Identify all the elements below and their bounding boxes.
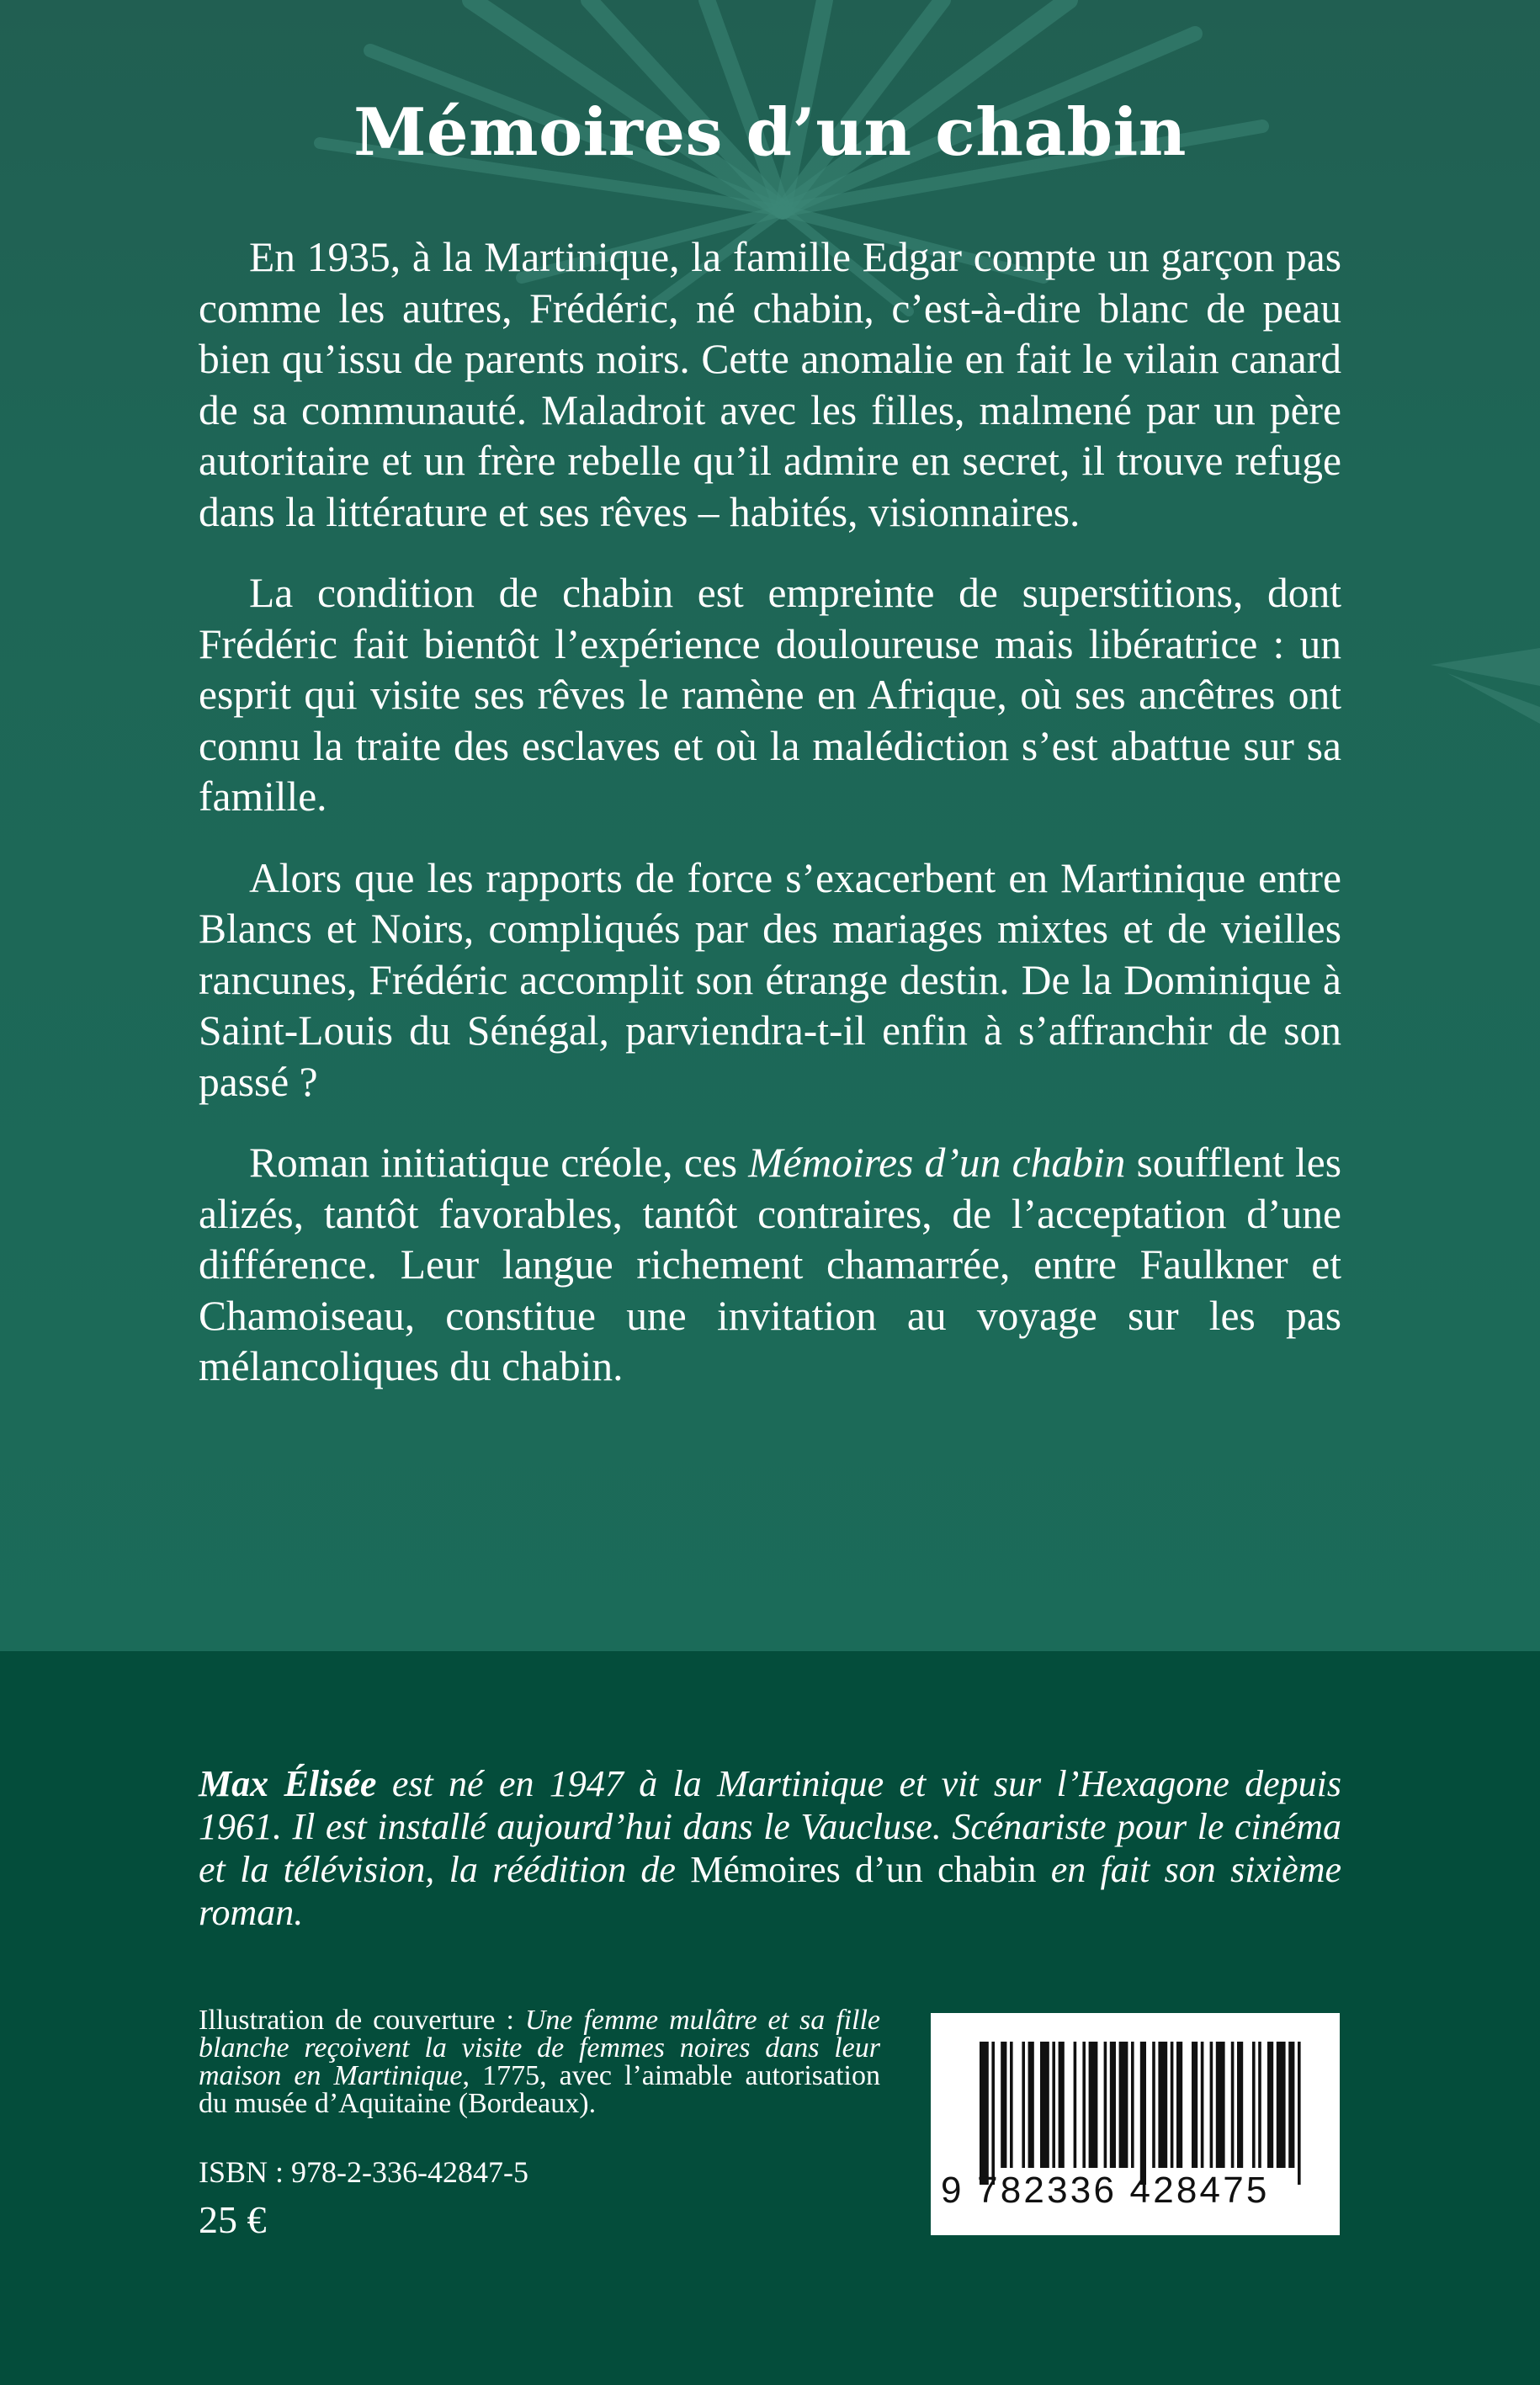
barcode-bar: [1082, 2042, 1086, 2168]
barcode-bar: [1001, 2042, 1006, 2168]
barcode-bar: [1152, 2042, 1155, 2168]
barcode-bar: [1028, 2042, 1034, 2168]
barcode-bar: [1201, 2042, 1204, 2168]
barcode-bar: [1010, 2042, 1013, 2168]
credit-artwork: Une femme mulâtre et sa fille blanche reçoivent la visite de femmes noires dans leur maison en Martinique: [199, 2005, 881, 2091]
synopsis: [199, 232, 1341, 1423]
barcode-bar: [1089, 2042, 1098, 2168]
barcode-bar: [1258, 2042, 1261, 2168]
barcode-bar: [1288, 2042, 1294, 2168]
barcode-bar: [1192, 2042, 1197, 2168]
author-bio: [199, 1762, 1341, 1934]
barcode-bar: [1216, 2042, 1225, 2168]
barcode-bar: [1052, 2042, 1055, 2168]
barcode-bar: [1171, 2042, 1174, 2168]
paragraph-4-end: soufflent les alizés, tantôt favorables, tantôt contraires, de l’acceptation d’une différence. Leur langue richement chamarrée, entre Faulkner et Chamoiseau, constitue une invitation au voyage sur les pas mélancoliques du chabin.: [199, 1139, 1341, 1389]
barcode-bar: [1140, 2042, 1146, 2185]
barcode-digits: 9 782336 428475: [941, 2170, 1270, 2211]
barcode-bar: [1176, 2042, 1182, 2168]
barcode-bar: [1074, 2042, 1077, 2168]
synopsis-paragraph-1: En 1935, à la Martinique, la famille Edgar compte un garçon pas comme les autres, Frédéric, né chabin, c’est-à-dire blanc de peau bien qu’issu de parents noirs. Cette anomalie en fait le vilain canard de sa communauté. Maladroit avec les filles, malmené par un père autoritaire et un frère rebelle qu’il admire en secret, il trouve refuge dans la littérature et ses rêves – habités, visionnaires.: [199, 234, 1341, 535]
barcode-bar: [1059, 2042, 1065, 2168]
barcode-bar: [1277, 2042, 1286, 2168]
barcode-bar: [1210, 2042, 1213, 2168]
illustration-credit: [199, 2006, 880, 2117]
bio-text-1: est né en 1947 à la Martinique et vit sur l’Hexagone depuis 1961. Il est installé aujourd’hui dans le Vaucluse. Scénariste pour le cinéma et la télévision, la réédition de: [199, 1763, 1342, 1890]
barcode-bar: [1298, 2042, 1301, 2185]
synopsis-paragraph-3: Alors que les rapports de force s’exacerbent en Martinique entre Blancs et Noirs, compliqués par des mariages mixtes et de vieilles rancunes, Frédéric accomplit son étrange destin. De la Dominique à Saint-Louis du Sénégal, parviendra-t-il enfin à s’affranchir de son passé ?: [199, 854, 1341, 1105]
barcode-bar: [1252, 2042, 1256, 2168]
barcode-bar: [980, 2042, 989, 2185]
barcode-bar: [1158, 2042, 1167, 2168]
barcode-bar: [1110, 2042, 1116, 2168]
credit-rest: , 1775, avec l’aimable autorisation du musée d’Aquitaine (Bordeaux).: [199, 2060, 880, 2119]
bio-text-2: en fait son sixième roman.: [199, 1849, 1342, 1933]
barcode-bar: [1237, 2042, 1243, 2168]
isbn: ISBN : 978-2-336-42847-5: [199, 2155, 528, 2189]
paragraph-4-start: Roman initiatique créole, ces: [249, 1139, 749, 1186]
synopsis-paragraph-2: La condition de chabin est empreinte de superstitions, dont Frédéric fait bientôt l’expérience douloureuse mais libératrice : un esprit qui visite ses rêves le ramène en Afrique, où ses ancêtres ont connu la traite des esclaves et où la malédiction s’est abattue sur sa famille.: [199, 570, 1341, 820]
barcode-bar: [991, 2042, 995, 2185]
barcode: [931, 2013, 1340, 2235]
author-name: Max Élisée: [199, 1763, 377, 1804]
barcode-bar: [1231, 2042, 1235, 2168]
barcode-bar: [1104, 2042, 1107, 2168]
barcode-bar: [1022, 2042, 1025, 2168]
barcode-bar: [1131, 2042, 1134, 2168]
bio-book-title: Mémoires d’un chabin: [690, 1849, 1037, 1890]
synopsis-paragraph-4: [199, 1138, 1341, 1393]
barcode-bar: [1119, 2042, 1128, 2168]
barcode-bar: [1040, 2042, 1049, 2168]
book-title: Mémoires d’un chabin: [353, 94, 1187, 171]
barcode-bar: [1267, 2042, 1273, 2168]
paragraph-4-title: Mémoires d’un chabin: [748, 1139, 1126, 1186]
credit-label: Illustration de couverture :: [199, 2005, 525, 2036]
price: 25 €: [199, 2198, 267, 2241]
